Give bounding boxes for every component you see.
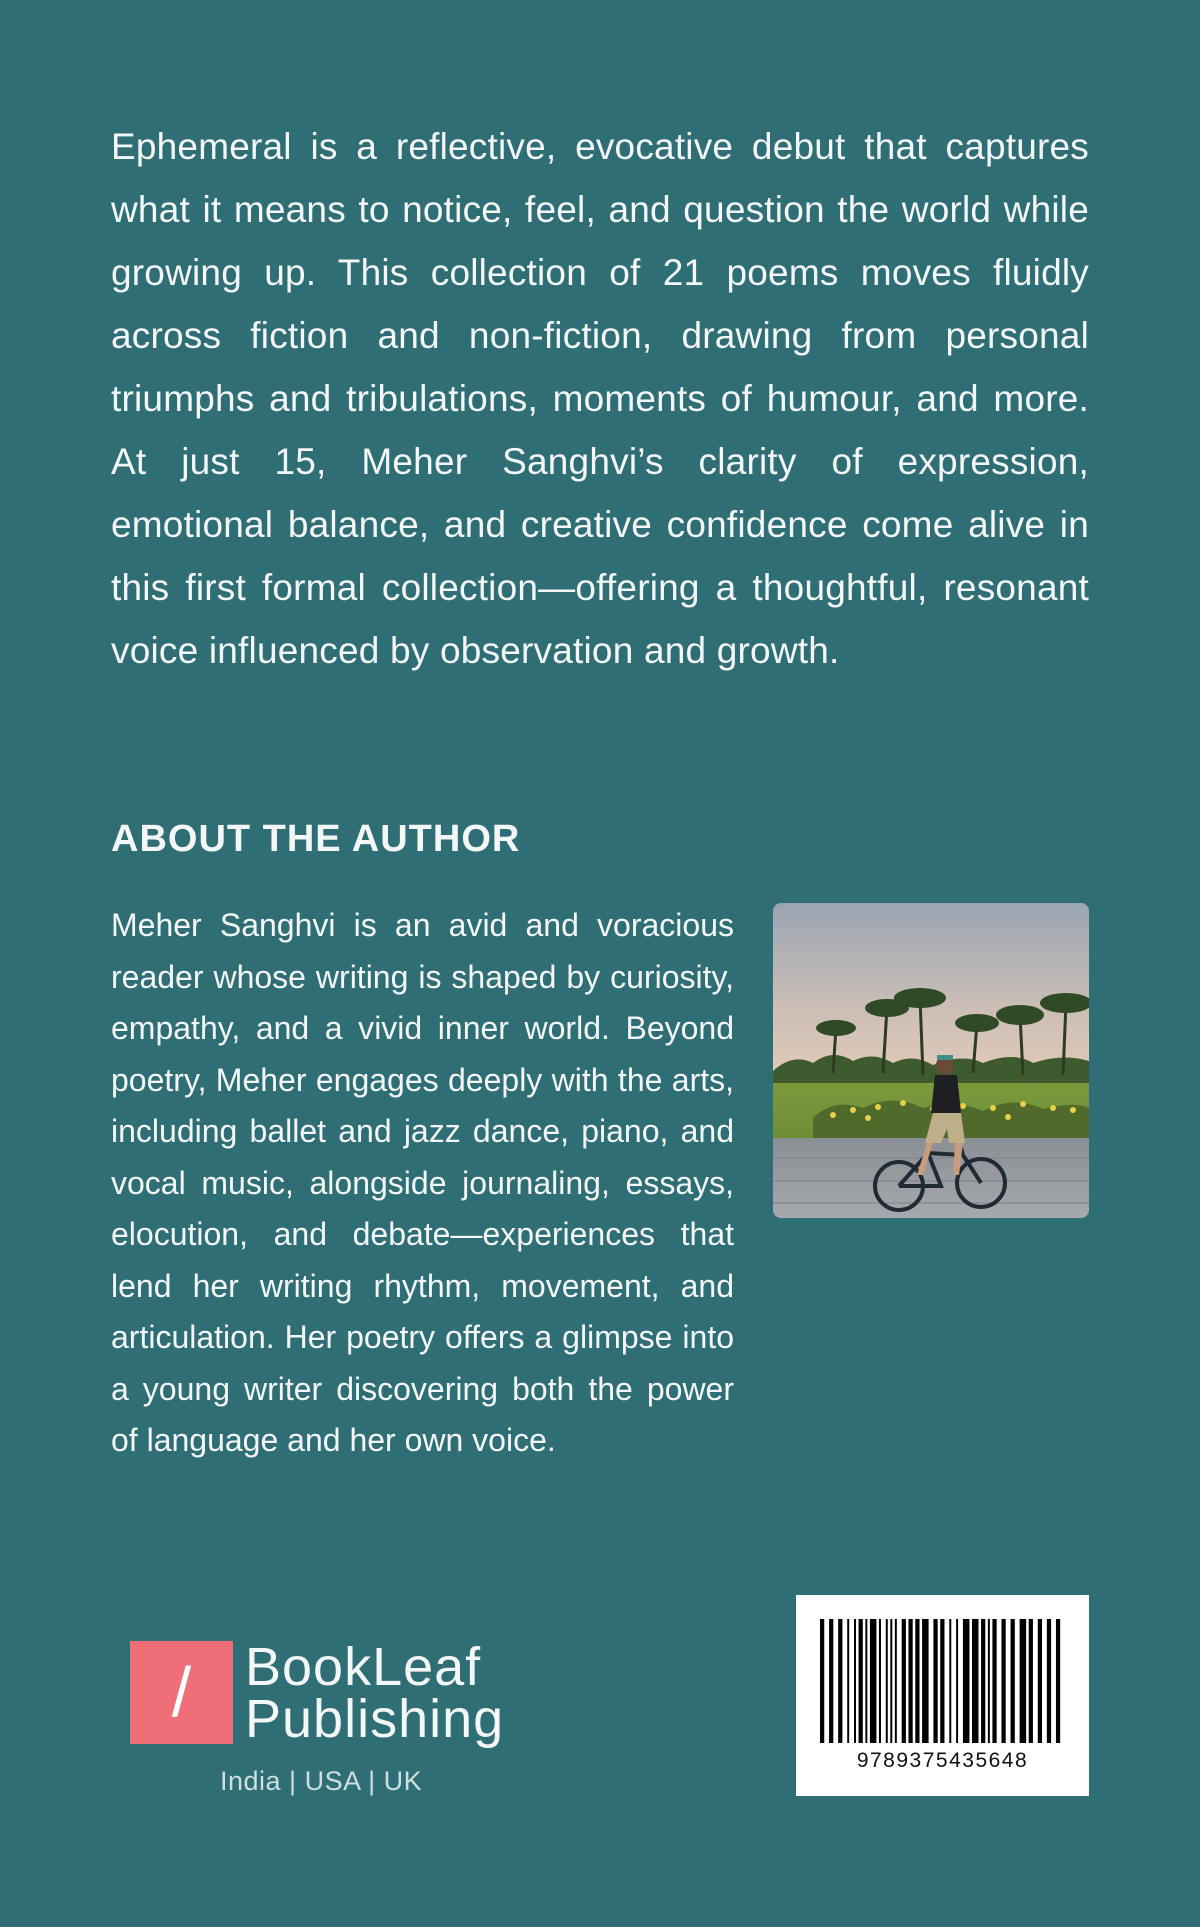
isbn-number: 9789375435648 xyxy=(856,1749,1029,1772)
isbn-barcode xyxy=(796,1595,1089,1796)
barcode-bars xyxy=(820,1619,1065,1743)
publisher-name-line2: Publishing xyxy=(245,1689,505,1749)
barcode-bar xyxy=(1029,1619,1033,1743)
barcode-bar xyxy=(972,1619,979,1743)
barcode-bar xyxy=(949,1619,951,1743)
about-author-heading: ABOUT THE AUTHOR xyxy=(111,818,521,860)
barcode-bar xyxy=(820,1619,824,1743)
barcode-bar xyxy=(908,1619,912,1743)
barcode-bar xyxy=(915,1619,919,1743)
barcode-bar xyxy=(1047,1619,1051,1743)
author-photo xyxy=(773,903,1089,1218)
barcode-bar xyxy=(1056,1619,1060,1743)
publisher-name-line1: BookLeaf xyxy=(245,1637,482,1697)
barcode-bar xyxy=(1038,1619,1042,1743)
barcode-bar xyxy=(890,1619,892,1743)
barcode-bar xyxy=(879,1619,881,1743)
barcode-bar xyxy=(870,1619,877,1743)
barcode-bar xyxy=(922,1619,929,1743)
barcode-bar xyxy=(933,1619,937,1743)
barcode-bar xyxy=(963,1619,970,1743)
barcode-bar xyxy=(992,1619,996,1743)
book-blurb: Ephemeral is a reflective, evocative debut that captures what it means to notice, feel, and question the world while growing up. This collection of 21 poems moves fluidly across fiction and non-fiction, drawing from personal triumphs and tribulations, moments of humour, and more. At just 15, Meher Sanghvi’s clarity of expression, emotional balance, and creative confidence come alive in this first formal collection—offering a thoughtful, resonant voice influenced by observation and growth. xyxy=(111,126,1089,671)
barcode-bar xyxy=(1011,1619,1015,1743)
barcode-bar xyxy=(859,1619,863,1743)
barcode-bar xyxy=(886,1619,888,1743)
barcode-bar xyxy=(895,1619,897,1743)
barcode-bar xyxy=(981,1619,985,1743)
barcode-bar xyxy=(865,1619,867,1743)
barcode-bar xyxy=(829,1619,833,1743)
barcode-bar xyxy=(956,1619,958,1743)
barcode-bar xyxy=(1001,1619,1005,1743)
barcode-bar xyxy=(847,1619,849,1743)
barcode-bar xyxy=(1020,1619,1027,1743)
barcode-bar xyxy=(838,1619,842,1743)
barcode-bar xyxy=(940,1619,944,1743)
bookleaf-logo-icon: / xyxy=(130,1641,233,1744)
barcode-bar xyxy=(854,1619,856,1743)
author-photo-illustration xyxy=(773,903,1089,1218)
author-bio: Meher Sanghvi is an avid and voracious reader whose writing is shaped by curiosity, empathy, and a vivid inner world. Beyond poetry, Meher engages deeply with the arts, including ballet and jazz dance, piano, and vocal music, alongside journaling, essays, elocution, and debate—experiences that lend her writing rhythm, movement, and articulation. Her poetry offers a glimpse into a young writer discovering both the power of language and her own voice. xyxy=(111,907,734,1458)
publisher-logo xyxy=(130,1636,520,1796)
barcode-bar xyxy=(988,1619,990,1743)
publisher-regions: India | USA | UK xyxy=(220,1766,423,1796)
barcode-bar xyxy=(902,1619,906,1743)
